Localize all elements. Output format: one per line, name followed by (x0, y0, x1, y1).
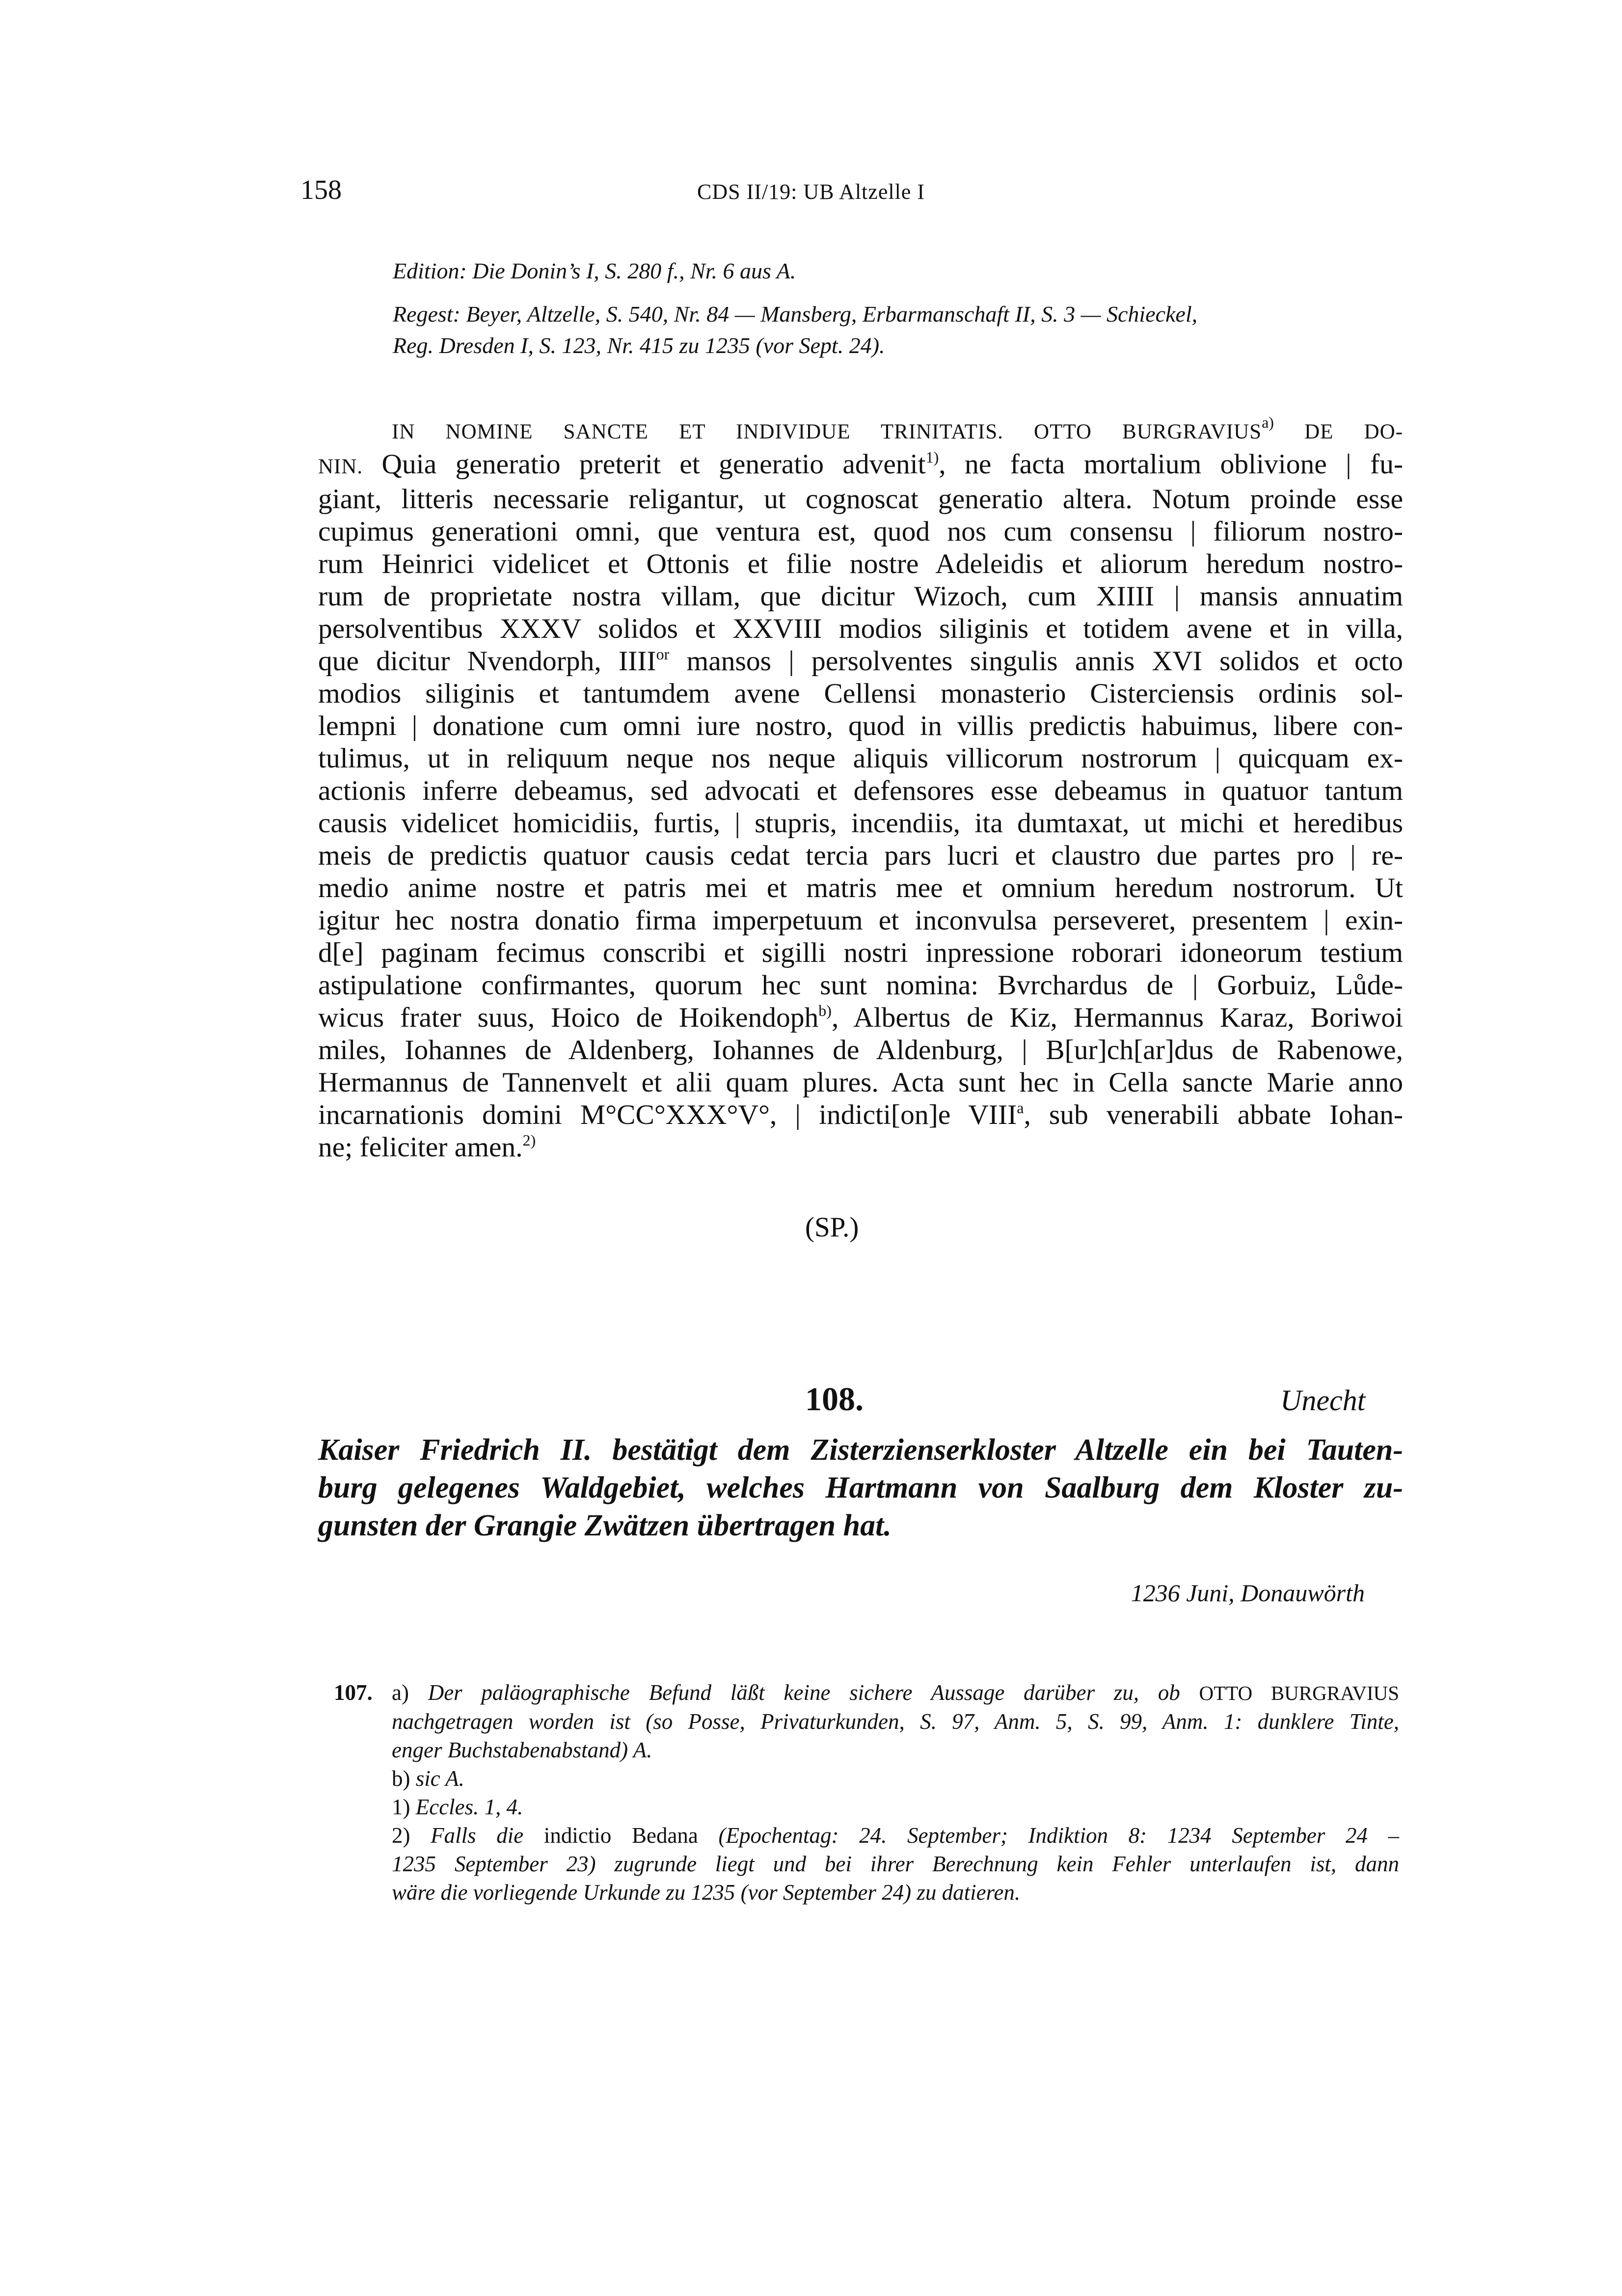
charter-line: actionis inferre debeamus, sed advocati et defensores esse debeamus in quatuor tantum (318, 775, 1403, 806)
charter-line: tulimus, ut in reliquum neque nos neque aliquis villicorum nostrorum | quicquam ex- (318, 743, 1403, 774)
charter-line: Hermannus de Tannenvelt et alii quam plures. Acta sunt hec in Cella sancte Marie anno (318, 1067, 1403, 1098)
regest-line-1: Regest: Beyer, Altzelle, S. 540, Nr. 84 — Mansberg, Erbarmanschaft II, S. 3 — Schieckel, (393, 301, 1198, 327)
footnote-doc-label: 107. (334, 1680, 373, 1705)
charter-line: que dicitur Nvendorph, $IIII^{or}$ mansos | persolventes singulis annis XVI solidos et octo (318, 645, 1403, 677)
charter-line: rum Heinrici videlicet et Ottonis et filie nostre Adeleidis et aliorum heredum nostro- (318, 548, 1403, 579)
charter-line: medio anime nostre et patris mei et matris mee et omnium heredum nostrorum. Ut (318, 873, 1403, 903)
footnote-2-line: 2) Falls die indictio Bedana (Epochentag: 24. September; Indiktion 8: 1234 September 24 – (392, 1823, 1399, 1848)
summary-line: burg gelegenes Waldgebiet, welches Hartmann von Saalburg dem Kloster zu- (318, 1471, 1403, 1504)
regest-line-2: Reg. Dresden I, S. 123, Nr. 415 zu 1235 (vor Sept. 24). (393, 333, 885, 358)
footnote-ref-1: 1) (925, 448, 939, 466)
footnote-a-line: a) Der paläographische Befund läßt keine sichere Aussage darüber zu, ob OTTO BURGRAVIUS (392, 1680, 1400, 1705)
charter-line: modios siliginis et tantumdem avene Cellensi monasterio Cisterciensis ordinis sol- (318, 678, 1403, 709)
charter-line: incarnationis domini M°CC°XXX°V°, | indicti[on]e VIII$^a$, sub venerabili abbate Iohan- (318, 1099, 1403, 1130)
charter-line: lempni | donatione cum omni iure nostro, quod in villis predictis habuimus, libere con- (318, 711, 1403, 741)
charter-line: meis de predictis quatuor causis cedat tercia pars lucri et claustro due partes pro | re- (318, 840, 1403, 871)
footnote-b: b) sic A. (392, 1766, 464, 1791)
edition-block (393, 255, 1414, 361)
document-date-place: 1236 Juni, Donauwörth (1131, 1579, 1365, 1607)
charter-line: igitur hec nostra donatio firma imperpetuum et inconvulsa perseveret, presentem | exin- (318, 905, 1403, 936)
document-summary (318, 1431, 1403, 1545)
document-number: 108. (805, 1380, 864, 1418)
charter-line: cupimus generationi omni, que ventura est, quod nos cum consensu | filiorum nostro- (318, 516, 1403, 547)
page-number: 158 (300, 175, 342, 205)
charter-line: rum de proprietate nostra villam, que dicitur Wizoch, cum XIIII | mansis annuatim (318, 581, 1403, 612)
charter-line: causis videlicet homicidiis, furtis, | stupris, incendiis, ita dumtaxat, ut michi et heredibus (318, 808, 1403, 839)
charter-line: wicus frater suus, Hoico de Hoikendoph$^{b)}$, Albertus de Kiz, Hermannus Karaz, Boriwoi (318, 1002, 1403, 1033)
summary-line: gunsten der Grangie Zwätzen übertragen hat. (318, 1509, 892, 1542)
footnote-a-line: nachgetragen worden ist (so Posse, Privaturkunden, S. 97, Anm. 5, S. 99, Anm. 1: dunklere Tinte, (392, 1709, 1399, 1734)
footnote-ref-2: 2) (522, 1131, 536, 1149)
footnotes (334, 1678, 1399, 1907)
footnote-ref-b: b) (818, 1002, 832, 1019)
charter-line: ne; feliciter amen.$^{2)}$ (318, 1131, 536, 1163)
charter-line: miles, Iohannes de Aldenberg, Iohannes de Aldenburg, | B[ur]ch[ar]dus de Rabenowe, (318, 1035, 1403, 1066)
summary-line: Kaiser Friedrich II. bestätigt dem Zisterzienserkloster Altzelle ein bei Tauten- (318, 1433, 1403, 1467)
footnote-a-line: enger Buchstabenabstand) A. (392, 1738, 652, 1762)
charter-line: astipulatione confirmantes, quorum hec sunt nomina: Bvrchardus de | Gorbuiz, Lůde- (318, 970, 1403, 1001)
charter-line: persolventibus XXXV solidos et XXVIII modios siliginis et totidem avene et in villa, (318, 613, 1403, 644)
document-status: Unecht (1280, 1384, 1366, 1417)
charter-text (318, 413, 1403, 1164)
footnote-2-line: wäre die vorliegende Urkunde zu 1235 (vor September 24) zu datieren. (392, 1880, 1021, 1905)
footnote-1: 1) Eccles. 1, 4. (392, 1795, 523, 1819)
footnote-2-line: 1235 September 23) zugrunde liegt und bei ihrer Berechnung kein Fehler unterlaufen ist, dann (392, 1852, 1399, 1876)
edition-line: Edition: Die Donin’s I, S. 280 f., Nr. 6 aus A. (393, 258, 796, 283)
seal-mark: (SP.) (805, 1212, 859, 1243)
charter-line: d[e] paginam fecimus conscribi et sigilli nostri inpressione roborari idoneorum testium (318, 937, 1403, 968)
footnote-body (392, 1678, 1399, 1907)
charter-line: IN NOMINE SANCTE ET INDIVIDUE TRINITATIS. OTTO BURGRAVIUS$^{a)}$ DE DO- (392, 413, 1403, 443)
footnote-ref-a: a) (1262, 413, 1274, 431)
charter-line: NIN. Quia generatio preterit et generatio advenit$^{1)}$, ne facta mortalium oblivione | fu- (318, 448, 1403, 480)
running-title: CDS II/19: UB Altzelle I (697, 180, 925, 204)
charter-line: giant, litteris necessarie religantur, ut cognoscat generatio altera. Notum proinde esse (318, 484, 1403, 515)
